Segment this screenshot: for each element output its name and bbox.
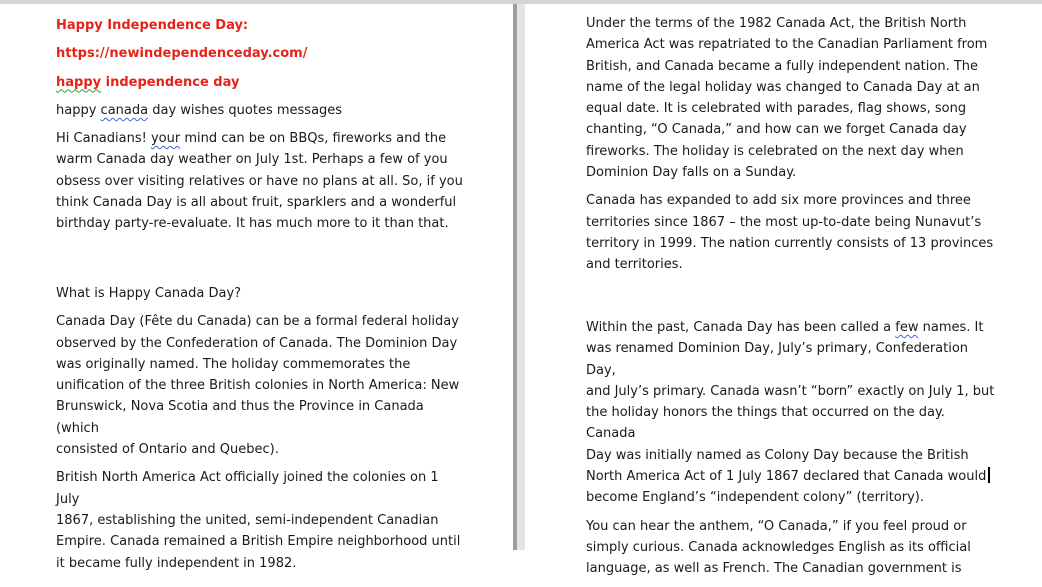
spellcheck-happy: happy [56, 74, 102, 90]
paragraph-provinces: Canada has expanded to add six more provinces and three territories since 1867 – the most up-to-date being Nunavut’s territory in 1999. The nation currently consists of 13 provinces and territories. [586, 193, 994, 273]
right-page[interactable] [525, 4, 1042, 577]
question-heading: What is Happy Canada Day? [56, 286, 242, 301]
left-page[interactable] [0, 4, 513, 571]
heading-keyword: happy independence day [56, 74, 240, 90]
subheading-wishes: happy canada day wishes quotes messages [56, 102, 343, 118]
right-page-text-lower[interactable] [586, 317, 996, 587]
heading-url[interactable]: https://newindependenceday.com/ [56, 46, 308, 62]
paragraph-intro: Hi Canadians! your mind can be on BBQs, fireworks and the warm Canada day weather on July 1st. Perhaps a few of you obsess over visiting relatives or have no plans at all. So, if you think Canada Day is all about fruit, sparklers and a wonderful birthday party-re-evaluate. It has much more to it than that. [56, 131, 463, 232]
grammar-your: your [150, 131, 181, 147]
right-page-text[interactable] [586, 13, 996, 283]
paragraph-canada-day: Canada Day (Fête du Canada) can be a formal federal holiday observed by the Confederation of Canada. The Dominion Day was originally named. The holiday commemorates the unification of the three British colonies in North America: New Brunswick, Nova Scotia and thus the Province in Canada (which consisted of Ontario and Quebec). [56, 314, 460, 458]
spellcheck-canada: canada [100, 102, 149, 118]
text-cursor [988, 467, 990, 483]
grammar-few: few [895, 320, 919, 335]
paragraph-canada-act: Under the terms of the 1982 Canada Act, the British North America Act was repatriated to the Canadian Parliament from British, and Canada became a fully independent nation. The name of the legal holiday was changed to Canada Day at an equal date. It is celebrated with parades, flag shows, song chanting, “O Canada,” and how can we forget Canada day fireworks. The holiday is celebrated on the next day when Dominion Day falls on a Sunday. [586, 16, 988, 181]
heading-happy-independence-day: Happy Independence Day: [56, 18, 249, 33]
paragraph-names: Within the past, Canada Day has been called a few names. It was renamed Dominion Day, July’s primary, Confederation Day, and July’s primary. Canada wasn’t “born” exactly on July 1, but the holiday honors the things that occurred on the day. Canada Day was initially named as Colony Day because the British North America Act of 1 July 1867 declared that Canada would become England’s “independent colony” (territory). [586, 320, 995, 506]
left-page-text[interactable] [56, 15, 466, 242]
left-page-text-lower[interactable] [56, 283, 466, 581]
paragraph-bna-act: British North America Act officially joined the colonies on 1 July 1867, establishing the united, semi-independent Canadian Empire. Canada remained a British Empire neighborhood until it became fully independent in 1982. [56, 470, 461, 571]
page-separator [513, 4, 517, 550]
paragraph-anthem: You can hear the anthem, “O Canada,” if you feel proud or simply curious. Canada acknowledges English as its official language, as well as French. The Canadian government is [586, 518, 971, 577]
